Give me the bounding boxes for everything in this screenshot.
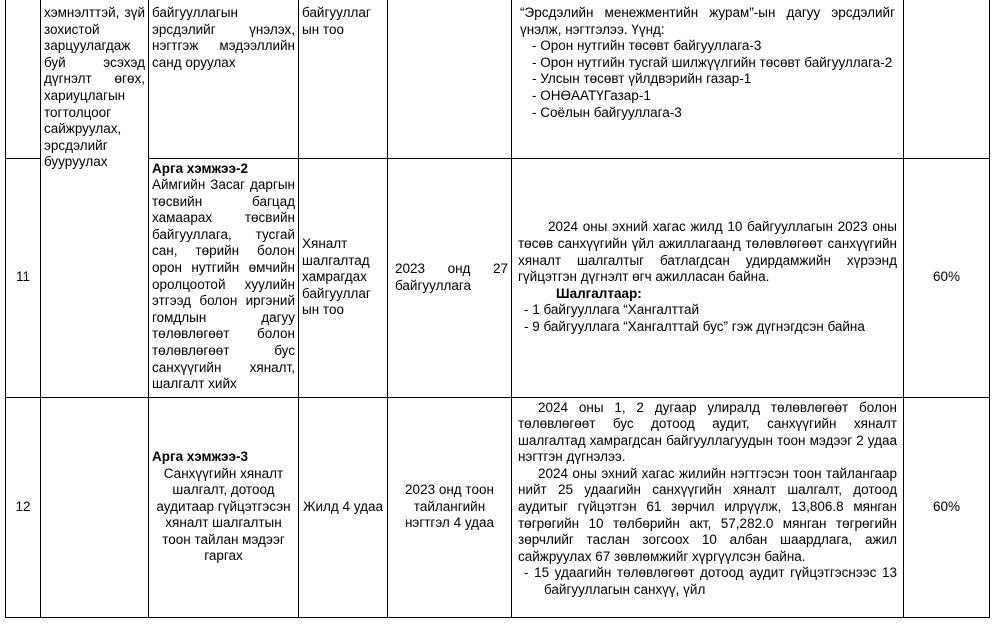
measure-cell [149, 397, 299, 617]
row-number: 11 [15, 269, 30, 285]
target-cell [388, 158, 512, 397]
result-item: - Орон нутгийн төсөвт байгууллага-3 [532, 38, 762, 54]
result-cell [512, 158, 904, 397]
indicator-cell [299, 397, 388, 617]
progress-report-table [5, 0, 990, 618]
result-item: - Орон нутгийн тусгай шилжүүлгийн төсөвт байгууллага-2 [532, 54, 893, 70]
score-cell [904, 0, 990, 158]
result-paragraph: 2024 оны 1, 2 дугаар улиралд төлөвлөгөөт болон төлөвлөгөөт бус дотоод аудит, санхүүгийн хяналт шалгалтад хамрагдсан байгууллагуудын тоон мэдээг 2 удаа нэгтгэн дүгнэлээ. [518, 399, 897, 465]
score-cell [904, 397, 990, 617]
measure-text: Аймгийн Засаг даргын төсвийн багцад хамаарах төсвийн байгууллага, тусгай сан, төрийн болон орон нутгийн өмчийн оролцоотой хуулийн этгээд болон иргэний гомдлын дагуу төлөвлөгөөт болон төлөвлөгөөт бус санхүүгийн хяналт, шалгалт хийх [152, 177, 295, 392]
result-paragraph: 2024 оны эхний хагас жилийн нэгтгэсэн тоон тайлангаар нийт 25 удаагийн санхүүгийн хяналт шалгалт, дотоод аудитыг гүйцэтгэн 61 зөрчил илрүүлж, 13,806.8 мянган төгрөгийн 10 төлбөрийн акт, 57,282.0 мянган төгрөгийн зөрчлийг таслан зогсоох 10 албан шаардлага, ажил сайжруулах 67 зөвлөмжийг хүргүүлсэн байна. [518, 465, 897, 564]
target-text: 2023 онд тоон тайлангийн нэгтгэл 4 удаа [404, 482, 495, 531]
result-item: - 15 удаагийн төлөвлөгөөт дотоод аудит гүйцэтгэснээс 13 байгууллагын санхүү, үйл [524, 565, 897, 598]
target-cell [388, 0, 512, 158]
result-item: - 9 байгууллага “Хангалттай бус” гэж дүгнэгдсэн байна [524, 318, 865, 334]
result-intro: “Эрсдэлийн менежментийн журам”-ын дагуу эрсдэлийг үнэлж, нэгтгэлээ. Үүнд: [520, 5, 895, 37]
goal-text: хэмнэлттэй, зүй зохистой зарцуулагдаж буй эсэхэд дүгнэлт өгөх, хариуцлагын тогтолцоог сайжруулах, эрсдэлийг бууруулах [44, 5, 145, 170]
score-cell [904, 158, 990, 397]
result-subhead: Шалгалтаар: [556, 285, 642, 301]
goal-cell [41, 0, 149, 397]
measure-text: Санхүүгийн хяналт шалгалт, дотоод аудитаар гүйцэтгэсэн хяналт шалгалтын тоон тайлан мэдээг гаргах [156, 465, 291, 564]
row-number-cell [6, 397, 41, 617]
result-cell [512, 0, 904, 158]
measure-text: байгууллагын эрсдэлийг үнэлэх, нэгтгэж мэдээллийн санд оруулах [152, 5, 295, 70]
indicator-cell [299, 0, 388, 158]
measure-cell [149, 158, 299, 397]
table-row [6, 397, 990, 617]
score-value: 60% [932, 498, 961, 514]
measure-title: Арга хэмжээ-2 [152, 160, 248, 176]
result-item: - ОНӨААТҮГазар-1 [532, 87, 651, 103]
score-value: 60% [932, 269, 961, 285]
indicator-text: Хяналт шалгалтад хамрагдах байгууллаг ын тоо [302, 236, 371, 318]
result-cell [512, 397, 904, 617]
row-number-cell [6, 158, 41, 397]
measure-title: Арга хэмжээ-3 [152, 448, 248, 464]
row-number: 12 [15, 498, 31, 514]
result-item: - 1 байгууллага “Хангалттай [524, 302, 699, 318]
result-item: - Улсын төсөвт үйлдвэрийн газар-1 [532, 71, 752, 87]
indicator-text: байгууллаг ын тоо [302, 5, 371, 37]
result-item: - Соёлын байгууллага-3 [532, 104, 682, 120]
measure-cell [149, 0, 299, 158]
indicator-text: Жилд 4 удаа [303, 498, 383, 514]
target-cell [388, 397, 512, 617]
row-number-cell [6, 0, 41, 158]
target-text: 2023 онд 27 байгууллага [395, 260, 508, 293]
indicator-cell [299, 158, 388, 397]
goal-cell [41, 397, 149, 617]
table-row [6, 0, 990, 158]
table-row [6, 158, 990, 397]
result-paragraph: 2024 оны эхний хагас жилд 10 байгууллагын 2023 оны төсөв санхүүгийн үйл ажиллагаанд төлөвлөгөөт санхүүгийн хяналт шалгалтыг батлагдсан удирдамжийн хүрээнд гүйцэтгэн дүгнэлт өгч ажилласан байна. [518, 219, 897, 285]
